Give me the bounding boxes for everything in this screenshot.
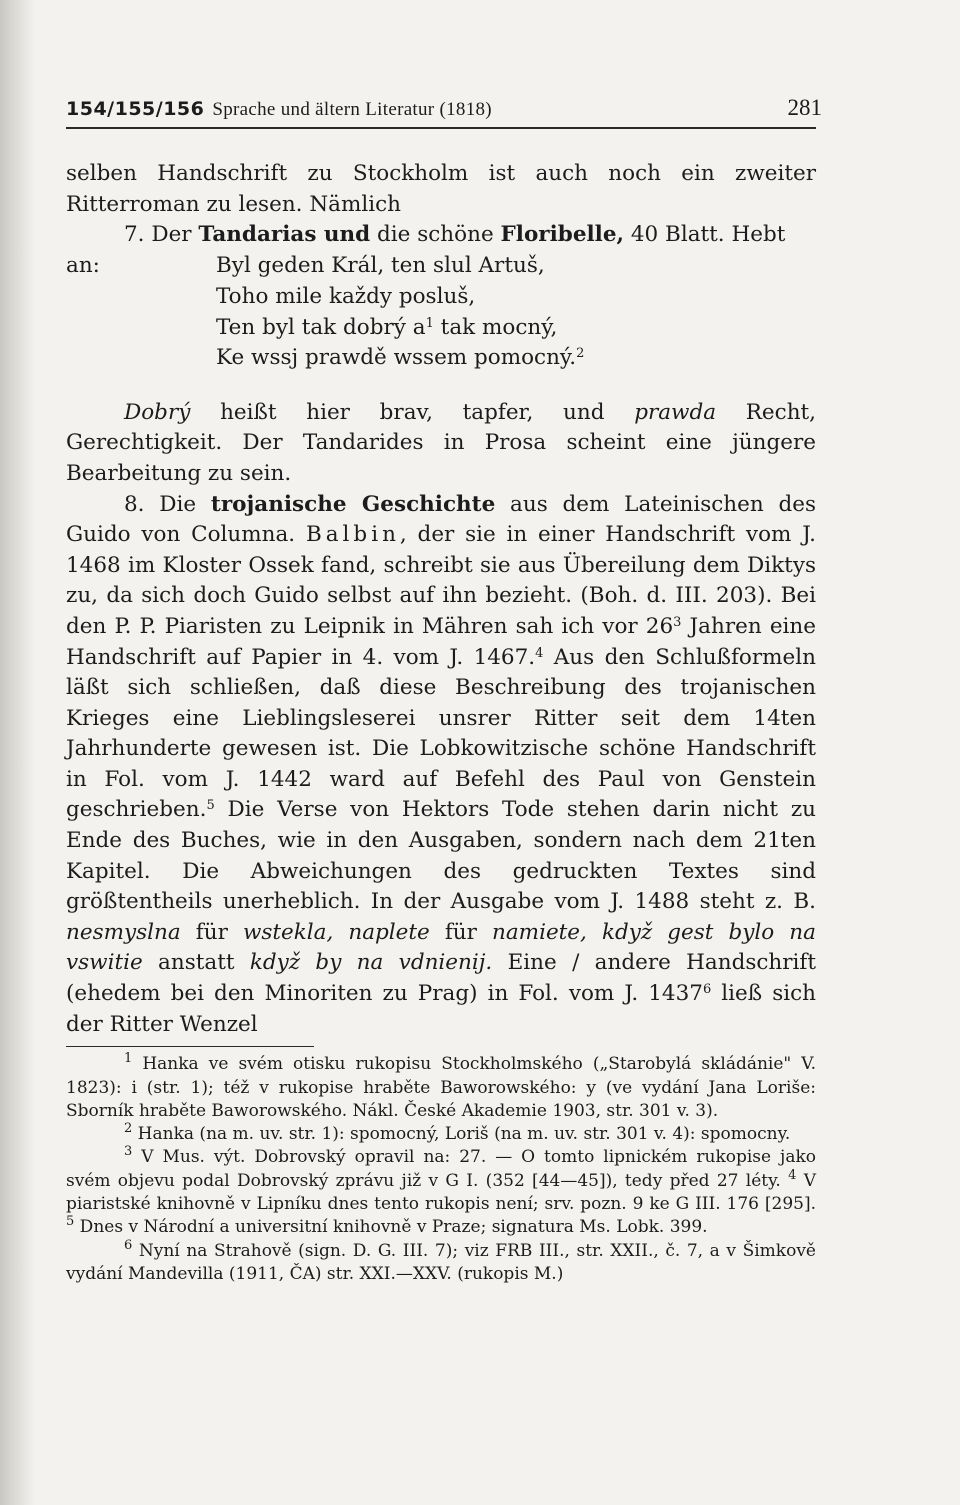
verse-intro: an: (66, 252, 100, 278)
bold-title-2: Floribelle, (500, 222, 624, 248)
section-numbers: 154/155/156 (66, 98, 205, 120)
paragraph-4: 8. Die trojanische Geschichte aus dem Lateinischen des Guido von Columna. Balbin, der sie in einer Handschrift vom J. 1468 im Kloster Ossek fand, schreibt sie aus Übereilung dem Diktys zu, da sich doch Guido selbst auf ihn bezieht. (Boh. d. III. 203). Bei den P. P. Piaristen zu Leipnik in Mähren sah ich vor $26^3$ Jahren eine Handschrift auf Papier in 4. vom J. 1467.$^4$ Aus den Schlußformeln läßt sich schließen, daß diese Beschreibung des trojanischen Krieges eine Lieblingsleserei unsrer Ritter seit dem 14ten Jahrhunderte gewesen ist. Die Lobkowitzische schöne Handschrift in Fol. vom J. 1442 ward auf Befehl des Paul von Genstein geschrieben.$^5$ Die Verse von Hektors Tode stehen darin nicht zu Ende des Buches, wie in den Ausgaben, sondern nach dem 21ten Kapitel. Die Abweichungen des gedruckten Textes sind größtentheils unerheblich. In der Ausgabe vom J. 1488 steht z. B. nesmyslna für wstekla, naplete für namiete, když gest bylo na vswitie anstatt když by na vdnienij. Eine / andere Handschrift (ehedem bei den Minoriten zu Prag) in Fol. vom J. 1437$^6$ ließ sich der Ritter Wenzel (66, 491, 817, 1037)
footnote-ref-5: 5 (206, 798, 215, 814)
verse-block (66, 251, 816, 373)
footnote-ref-6: 6 (702, 982, 712, 998)
verse-line-1: Byl geden Král, ten slul Artuš, (216, 253, 545, 279)
bold-title: Tandarias und (198, 222, 371, 248)
paragraph-2: 7. Der Tandarias und die schöne Floribelle, 40 Blatt. Hebt (124, 222, 786, 248)
footnote-ref-3: 3 (673, 614, 682, 630)
footnote-1: $^1$ Hanka ve svém otisku rukopisu Stockholmského („Starobylá skládánie" V. 1823): i (str. 1); též v rukopise hraběte Baworowského: y (ve vydání Jana Loriše: Sborník hraběte Baworowského. Nákl. České Akademie 1903, str. 301 v. 3). (66, 1051, 816, 1121)
footnote-6: $^6$ Nyní na Strahově (sign. D. G. III. 7); viz FRB III., str. XXII., č. 7, a v Šimkově vydání Mandevilla (1911, ČA) str. XXI.—XXV. (rukopis M.) (66, 1237, 816, 1284)
running-header (66, 95, 822, 129)
verse-line-3: Ten byl tak dobrý $a^1$ tak mocný, (216, 314, 558, 340)
verse-line-4: Ke wssj prawdě wssem pomocný.$^2$ (216, 345, 585, 371)
footnote-2: $^2$ Hanka (na m. uv. str. 1): spomocný, Loriš (na m. uv. str. 301 v. 4): spomocny. (124, 1121, 791, 1145)
running-title: Sprache und ältern Literatur (1818) (212, 99, 492, 120)
footnote-3-4-5: $^3$ V Mus. výt. Dobrovský opravil na: 27. — O tomto lipnickém rukopise jako svém objevu podal Dobrovský zprávu již v G I. (352 [44—45]), tedy před 27 léty. $^4$ V piaristské knihovně v Lipníku dnes tento rukopis není; srv. pozn. 9 ke G III. 176 [295]. $^5$ Dnes v Národní a universitní knihovně v Praze; signatura Ms. Lobk. 399. (66, 1144, 816, 1238)
footnote-rule (66, 1046, 314, 1047)
page-number: 281 (787, 95, 822, 120)
footnote-ref-1: 1 (425, 315, 434, 331)
footnote-ref-4: 4 (535, 645, 544, 661)
footnotes (66, 1053, 816, 1286)
binding-shadow (0, 0, 36, 1505)
footnote-ref-2: 2 (576, 346, 585, 362)
book-page (66, 95, 822, 1286)
paragraph-1: selben Handschrift zu Stockholm ist auch noch ein zweiter Ritterroman zu lesen. Nämlich (66, 161, 816, 217)
spacer (66, 374, 816, 398)
main-text (66, 159, 816, 1040)
spaced-name: Balbin (305, 522, 400, 548)
bold-title-3: trojanische Geschichte (210, 491, 496, 517)
paragraph-3: Dobrý heißt hier brav, tapfer, und prawda Recht, Gerechtigkeit. Der Tandarides in Prosa scheint eine jüngere Bearbeitung zu sein. (66, 399, 817, 486)
verse-line-2: Toho mile každy posluš, (216, 283, 476, 309)
